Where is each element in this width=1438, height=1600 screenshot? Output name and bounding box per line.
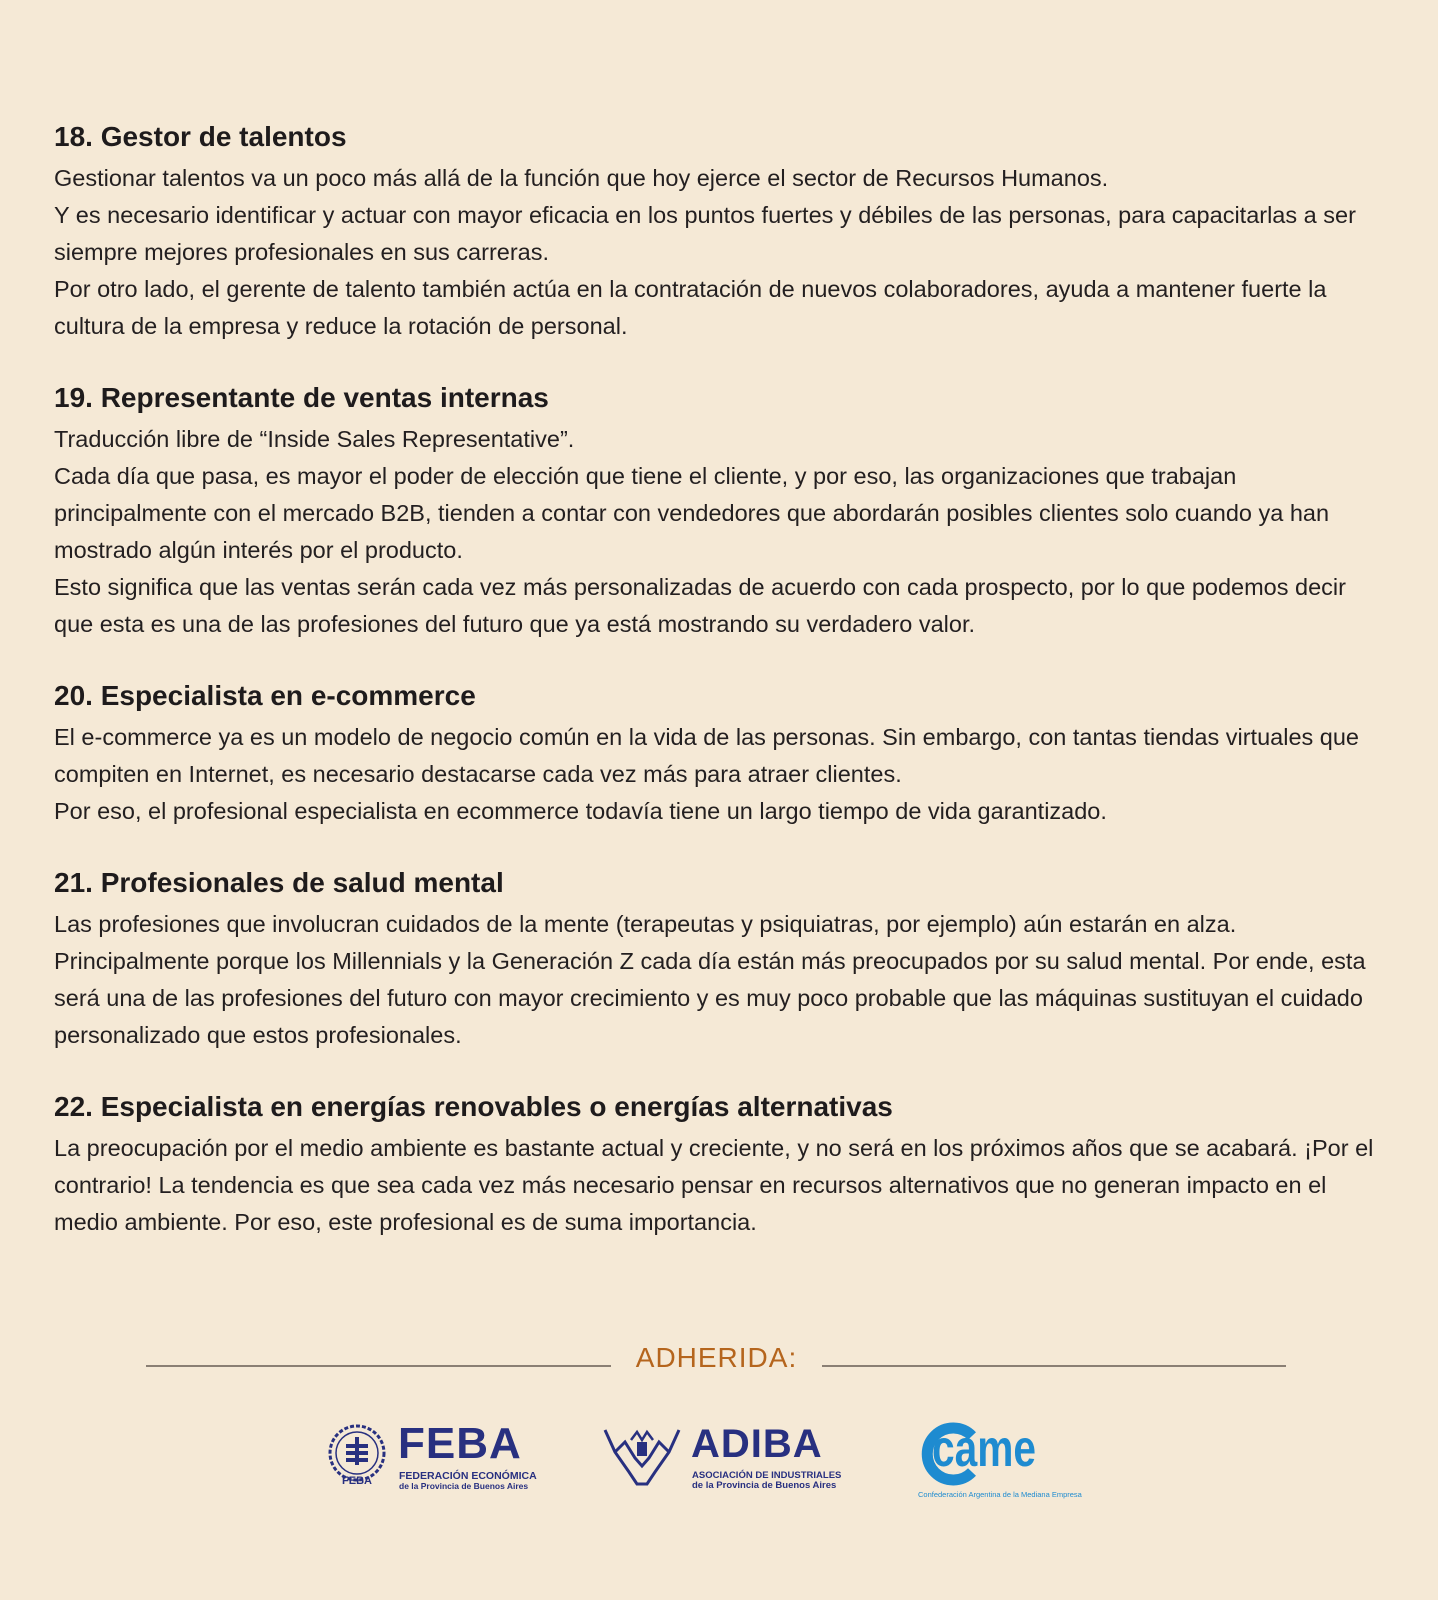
feba-seal-text: FEBA bbox=[342, 1475, 372, 1487]
came-wordmark-icon bbox=[918, 1422, 1094, 1488]
section-paragraph: Esto significa que las ventas serán cada vez más personalizadas de acuerdo con cada prospecto, por lo que podemos decir que esta es una de las profesiones del futuro que ya está mostrando su verdadero valor. bbox=[54, 574, 1346, 637]
section-paragraph: La preocupación por el medio ambiente es bastante actual y creciente, y no será en los próximos años que se acabará. ¡Por el contrario! La tendencia es que sea cada vez más necesario pensar en recursos alternativos que no generan impacto en el medio ambiente. Por eso, este profesional es de suma importancia. bbox=[54, 1135, 1374, 1235]
divider-line-left bbox=[146, 1365, 611, 1367]
section-paragraph: Por otro lado, el gerente de talento también actúa en la contratación de nuevos colaboradores, ayuda a mantener fuerte la cultura de la empresa y reduce la rotación de personal. bbox=[54, 276, 1327, 339]
section-title: 22. Especialista en energías renovables o energías alternativas bbox=[54, 1091, 893, 1122]
divider-line-right bbox=[822, 1365, 1286, 1367]
adherida-label: ADHERIDA: bbox=[635, 1342, 798, 1373]
section-paragraph: Cada día que pasa, es mayor el poder de elección que tiene el cliente, y por eso, las organizaciones que trabajan principalmente con el mercado B2B, tienden a contar con vendedores que abordarán posibles clientes solo cuando ya han mostrado algún interés por el producto. bbox=[54, 463, 1330, 563]
section-title: 20. Especialista en e-commerce bbox=[54, 680, 476, 711]
section-representante-ventas bbox=[54, 379, 1384, 643]
came-subtitle: Confederación Argentina de la Mediana Empresa bbox=[918, 1490, 1082, 1499]
section-title: 18. Gestor de talentos bbox=[54, 121, 347, 152]
adiba-logo bbox=[601, 1422, 841, 1492]
adiba-name: ADIBA bbox=[691, 1422, 823, 1466]
section-title: 19. Representante de ventas internas bbox=[54, 382, 549, 413]
hands-icon bbox=[601, 1422, 683, 1488]
section-especialista-ecommerce bbox=[54, 677, 1384, 830]
section-paragraph: Traducción libre de “Inside Sales Representative”. bbox=[54, 426, 575, 452]
section-paragraph: Y es necesario identificar y actuar con mayor eficacia en los puntos fuertes y débiles de las personas, para capacitarlas a ser siempre mejores profesionales en sus carreras. bbox=[54, 202, 1356, 265]
section-title: 21. Profesionales de salud mental bbox=[54, 867, 504, 898]
came-wordmark-text: came bbox=[932, 1422, 1036, 1478]
article-content bbox=[54, 118, 1384, 1275]
section-paragraph: Las profesiones que involucran cuidados de la mente (terapeutas y psiquiatras, por ejemplo) aún estarán en alza. Principalmente porque los Millennials y la Generación Z cada día están más preocupados por su salud mental. Por ende, esta será una de las profesiones del futuro con mayor crecimiento y es muy poco probable que las máquinas sustituyan el cuidado personalizado que estos profesionales. bbox=[54, 911, 1366, 1048]
feba-subtitle: FEDERACIÓN ECONÓMICA bbox=[399, 1470, 537, 1482]
feba-logo bbox=[324, 1419, 537, 1492]
came-logo bbox=[918, 1422, 1094, 1497]
feba-name: FEBA bbox=[398, 1419, 522, 1468]
section-salud-mental bbox=[54, 864, 1384, 1054]
section-paragraph: Por eso, el profesional especialista en ecommerce todavía tiene un largo tiempo de vida garantizado. bbox=[54, 798, 1107, 824]
adiba-subtitle-2: de la Provincia de Buenos Aires bbox=[692, 1480, 837, 1491]
section-paragraph: El e-commerce ya es un modelo de negocio común en la vida de las personas. Sin embargo, con tantas tiendas virtuales que compiten en Internet, es necesario destacarse cada vez más para atraer clientes. bbox=[54, 724, 1359, 787]
section-energias-renovables bbox=[54, 1088, 1384, 1241]
section-paragraph: Gestionar talentos va un poco más allá de la función que hoy ejerce el sector de Recursos Humanos. bbox=[54, 165, 1109, 191]
feba-seal-icon bbox=[324, 1422, 390, 1488]
adherida-divider bbox=[146, 1338, 1286, 1378]
adiba-subtitle: ASOCIACIÓN DE INDUSTRIALES bbox=[692, 1470, 842, 1481]
section-gestor-de-talentos bbox=[54, 118, 1384, 345]
feba-subtitle-2: de la Provincia de Buenos Aires bbox=[399, 1481, 529, 1491]
